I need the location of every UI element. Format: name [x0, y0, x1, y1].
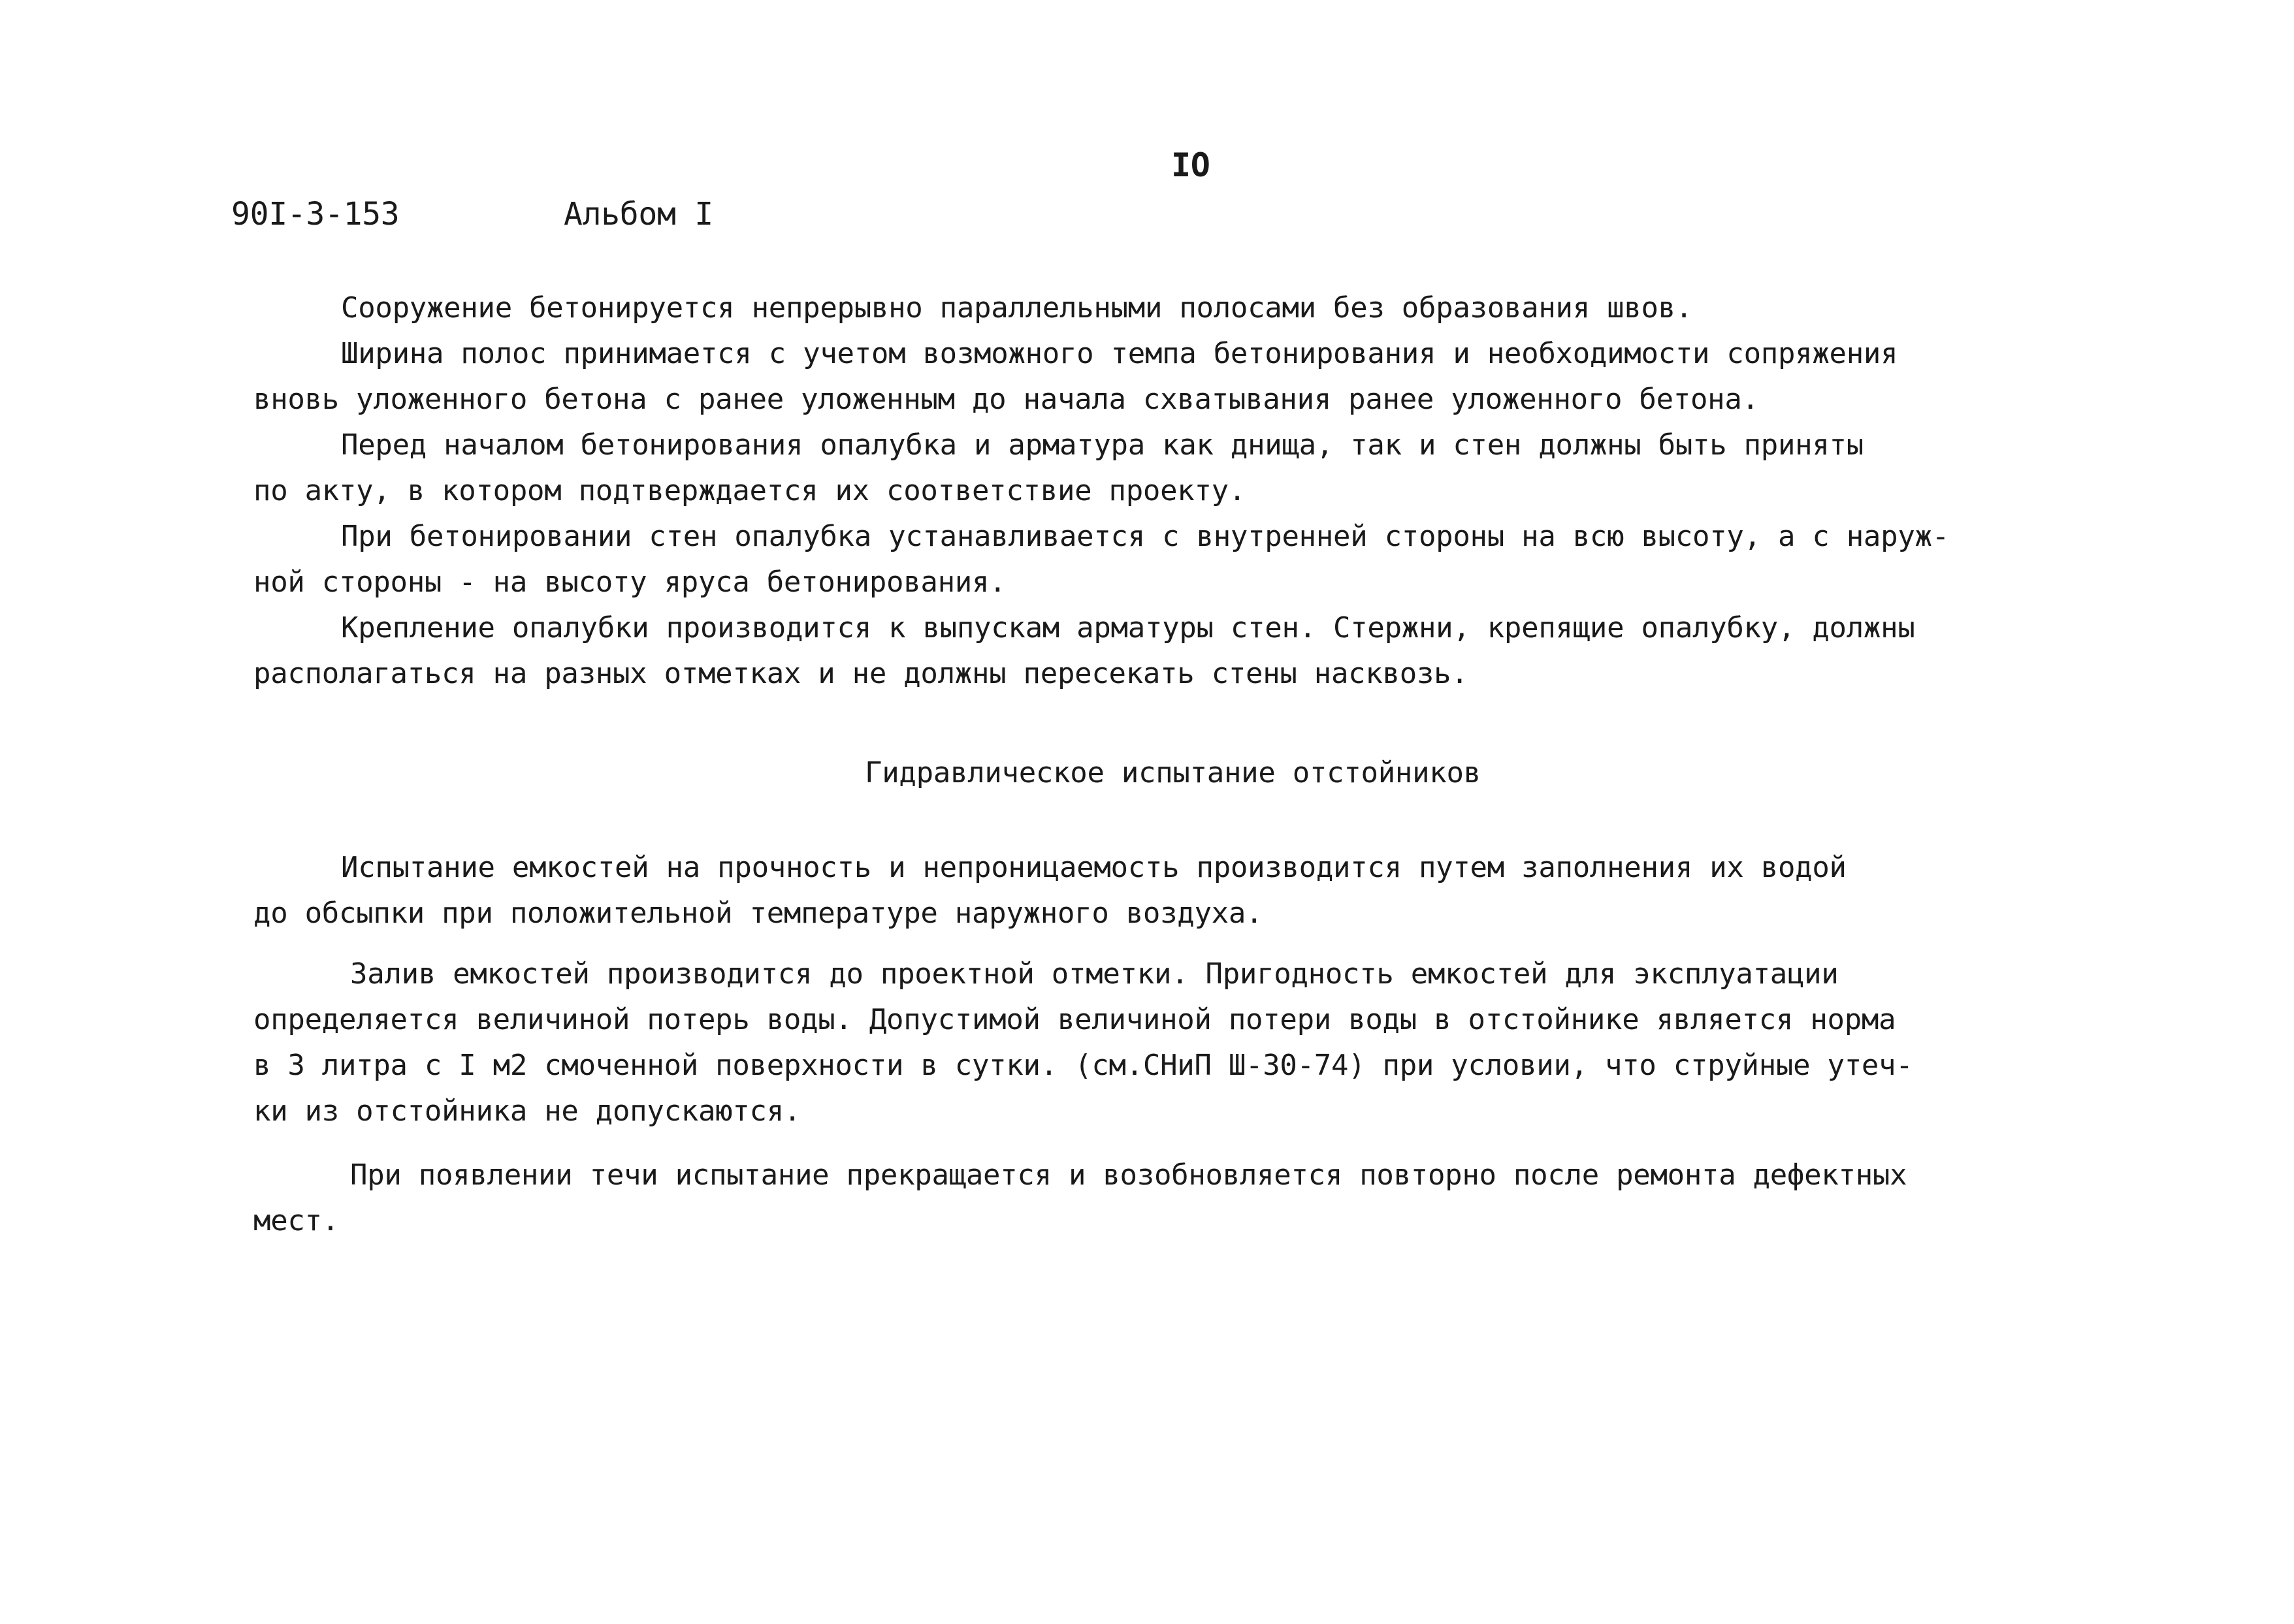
page-number: IO: [1171, 146, 1210, 184]
section-heading: Гидравлическое испытание отстойников: [865, 756, 1481, 789]
paragraph-line: мест.: [253, 1204, 339, 1237]
paragraph-line: Ширина полос принимается с учетом возможного темпа бетонирования и необходимости сопряжения: [341, 337, 1898, 370]
paragraph-line: Залив емкостей производится до проектной отметки. Пригодность емкостей для эксплуатации: [350, 957, 1839, 991]
paragraph-line: до обсыпки при положительной температуре наружного воздуха.: [253, 897, 1263, 930]
paragraph-line: в 3 литра с I м2 смоченной поверхности в сутки. (см.СНиП Ш-30-74) при условии, что струйные утеч-: [253, 1049, 1913, 1082]
album-label: Альбом I: [564, 196, 713, 232]
paragraph-line: Крепление опалубки производится к выпускам арматуры стен. Стержни, крепящие опалубку, должны: [341, 611, 1915, 645]
paragraph-line: При появлении течи испытание прекращается и возобновляется повторно после ремонта дефектных: [350, 1158, 1907, 1192]
paragraph-line: ной стороны - на высоту яруса бетонирования.: [253, 565, 1007, 599]
paragraph-line: Перед началом бетонирования опалубка и арматура как днища, так и стен должны быть приняты: [341, 428, 1864, 462]
paragraph-line: по акту, в котором подтверждается их соответствие проекту.: [253, 474, 1246, 507]
paragraph-line: Сооружение бетонируется непрерывно параллельными полосами без образования швов.: [341, 291, 1693, 325]
paragraph-line: ки из отстойника не допускаются.: [253, 1094, 801, 1128]
document-code: 90I-3-153: [231, 196, 400, 232]
paragraph-line: При бетонировании стен опалубка устанавливается с внутренней стороны на всю высоту, а с наруж-: [341, 520, 1949, 553]
paragraph-line: Испытание емкостей на прочность и непроницаемость производится путем заполнения их водой: [341, 851, 1847, 884]
paragraph-line: определяется величиной потерь воды. Допустимой величиной потери воды в отстойнике является норма: [253, 1003, 1896, 1036]
paragraph-line: располагаться на разных отметках и не должны пересекать стены насквозь.: [253, 657, 1468, 690]
paragraph-line: вновь уложенного бетона с ранее уложенным до начала схватывания ранее уложенного бетона.: [253, 383, 1759, 416]
